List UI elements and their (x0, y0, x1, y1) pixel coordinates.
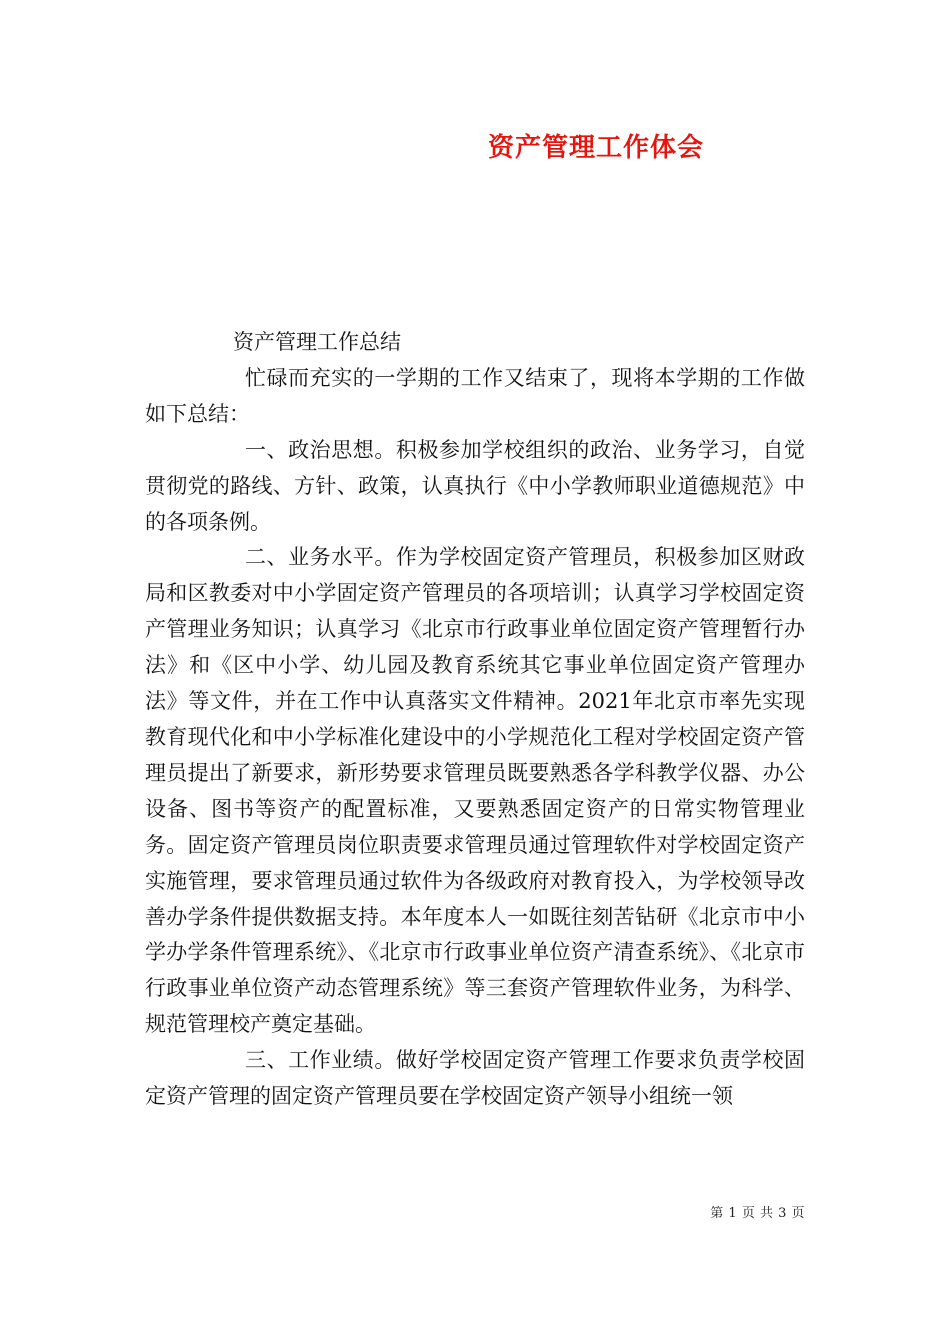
paragraph-business: 二、业务水平。作为学校固定资产管理员，积极参加区财政局和区教委对中小学固定资产管理员的各项培训；认真学习学校固定资产管理业务知识；认真学习《北京市行政事业单位固定资产管理暂行办法》和《区中小学、幼儿园及教育系统其它事业单位固定资产管理办法》等文件，并在工作中认真落实文件精神。2021年北京市率先实现教育现代化和中小学标准化建设中的小学规范化工程对学校固定资产管理员提出了新要求，新形势要求管理员既要熟悉各学科教学仪器、办公设备、图书等资产的配置标准，又要熟悉固定资产的日常实物管理业务。固定资产管理员岗位职责要求管理员通过管理软件对学校固定资产实施管理，要求管理员通过软件为各级政府对教育投入，为学校领导改善办学条件提供数据支持。本年度本人一如既往刻苦钻研《北京市中小学办学条件管理系统》、《北京市行政事业单位资产清查系统》、《北京市行政事业单位资产动态管理系统》等三套资产管理软件业务，为科学、规范管理校产奠定基础。 (145, 545, 805, 1037)
paragraph-achievements: 三、工作业绩。做好学校固定资产管理工作要求负责学校固定资产管理的固定资产管理员要在学校固定资产领导小组统一领 (145, 1048, 805, 1109)
document-body (145, 325, 805, 1115)
page-number: 第 1 页 共 3 页 (710, 1206, 805, 1221)
paragraph-political: 一、政治思想。积极参加学校组织的政治、业务学习，自觉贯彻党的路线、方针、政策，认真执行《中小学教师职业道德规范》中的各项条例。 (145, 437, 805, 534)
paragraph-intro: 忙碌而充实的一学期的工作又结束了，现将本学期的工作做如下总结： (145, 365, 805, 426)
document-title: 资产管理工作体会 (488, 133, 705, 163)
document-subtitle: 资产管理工作总结 (233, 330, 401, 354)
